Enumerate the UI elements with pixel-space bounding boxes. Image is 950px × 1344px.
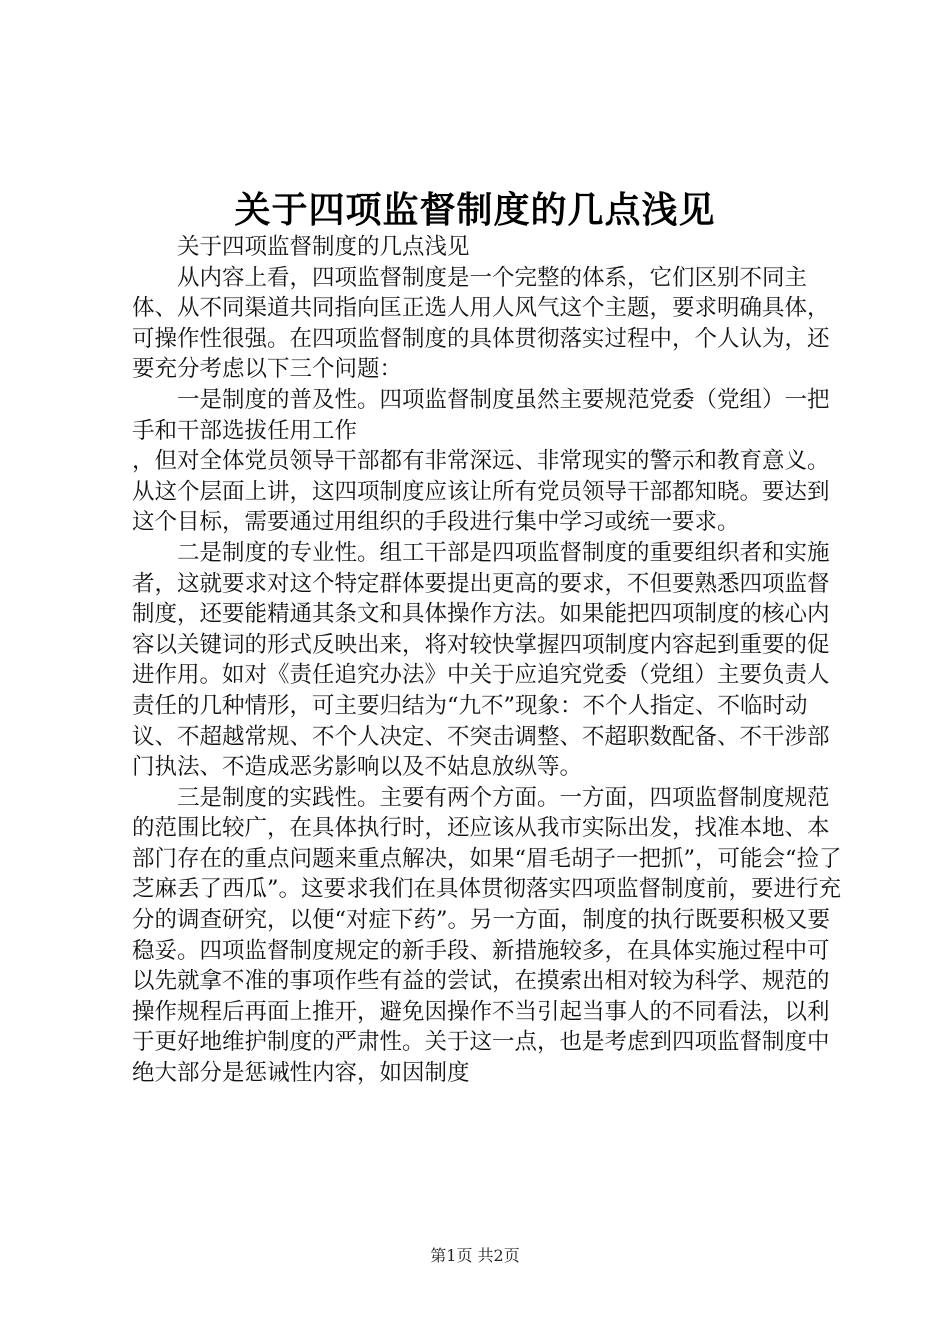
paragraph-point-one: 一是制度的普及性。四项监督制度虽然主要规范党委（党组）一把手和干部选拔任用工作 xyxy=(132,386,830,444)
document-title: 关于四项监督制度的几点浅见 xyxy=(234,189,716,231)
document-body xyxy=(132,232,842,1089)
page-number-footer: 第1页 共2页 xyxy=(430,1246,520,1265)
paragraph-point-one-continued: ，但对全体党员领导干部都有非常深远、非常现实的警示和教育意义。从这个层面上讲，这四项制度应该让所有党员领导干部都知晓。要达到这个目标，需要通过用组织的手段进行集中学习或统一要求。 xyxy=(132,448,830,536)
paragraph-point-three: 三是制度的实践性。主要有两个方面。一方面，四项监督制度规范的范围比较广，在具体执行时，还应该从我市实际出发，找准本地、本部门存在的重点问题来重点解决，如果“眉毛胡子一把抓”，可能会“捡了芝麻丢了西瓜”。这要求我们在具体贯彻落实四项监督制度前，要进行充分的调查研究，以便“对症下药”。另一方面，制度的执行既要积极又要稳妥。四项监督制度规定的新手段、新措施较多，在具体实施过程中可以先就拿不准的事项作些有益的尝试，在摸索出相对较为科学、规范的操作规程后再面上推开，避免因操作不当引起当事人的不同看法，以利于更好地维护制度的严肃性。关于这一点，也是考虑到四项监督制度中绝大部分是惩诫性内容，如因制度 xyxy=(132,784,842,1087)
paragraph-intro: 从内容上看，四项监督制度是一个完整的体系，它们区别不同主体、从不同渠道共同指向匡正选人用人风气这个主题，要求明确具体，可操作性很强。在四项监督制度的具体贯彻落实过程中，个人认为，还要充分考虑以下三个问题： xyxy=(132,264,830,383)
paragraph-subtitle: 关于四项监督制度的几点浅见 xyxy=(177,234,470,260)
paragraph-point-two: 二是制度的专业性。组工干部是四项监督制度的重要组织者和实施者，这就要求对这个特定群体要提出更高的要求，不但要熟悉四项监督制度，还要能精通其条文和具体操作方法。如果能把四项制度的核心内容以关键词的形式反映出来，将对较快掌握四项制度内容起到重要的促进作用。如对《责任追究办法》中关于应追究党委（党组）主要负责人责任的几种情形，可主要归结为“九不”现象：不个人指定、不临时动议、不超越常规、不个人决定、不突击调整、不超职数配备、不干涉部门执法、不造成恶劣影响以及不姑息放纵等。 xyxy=(132,539,830,781)
